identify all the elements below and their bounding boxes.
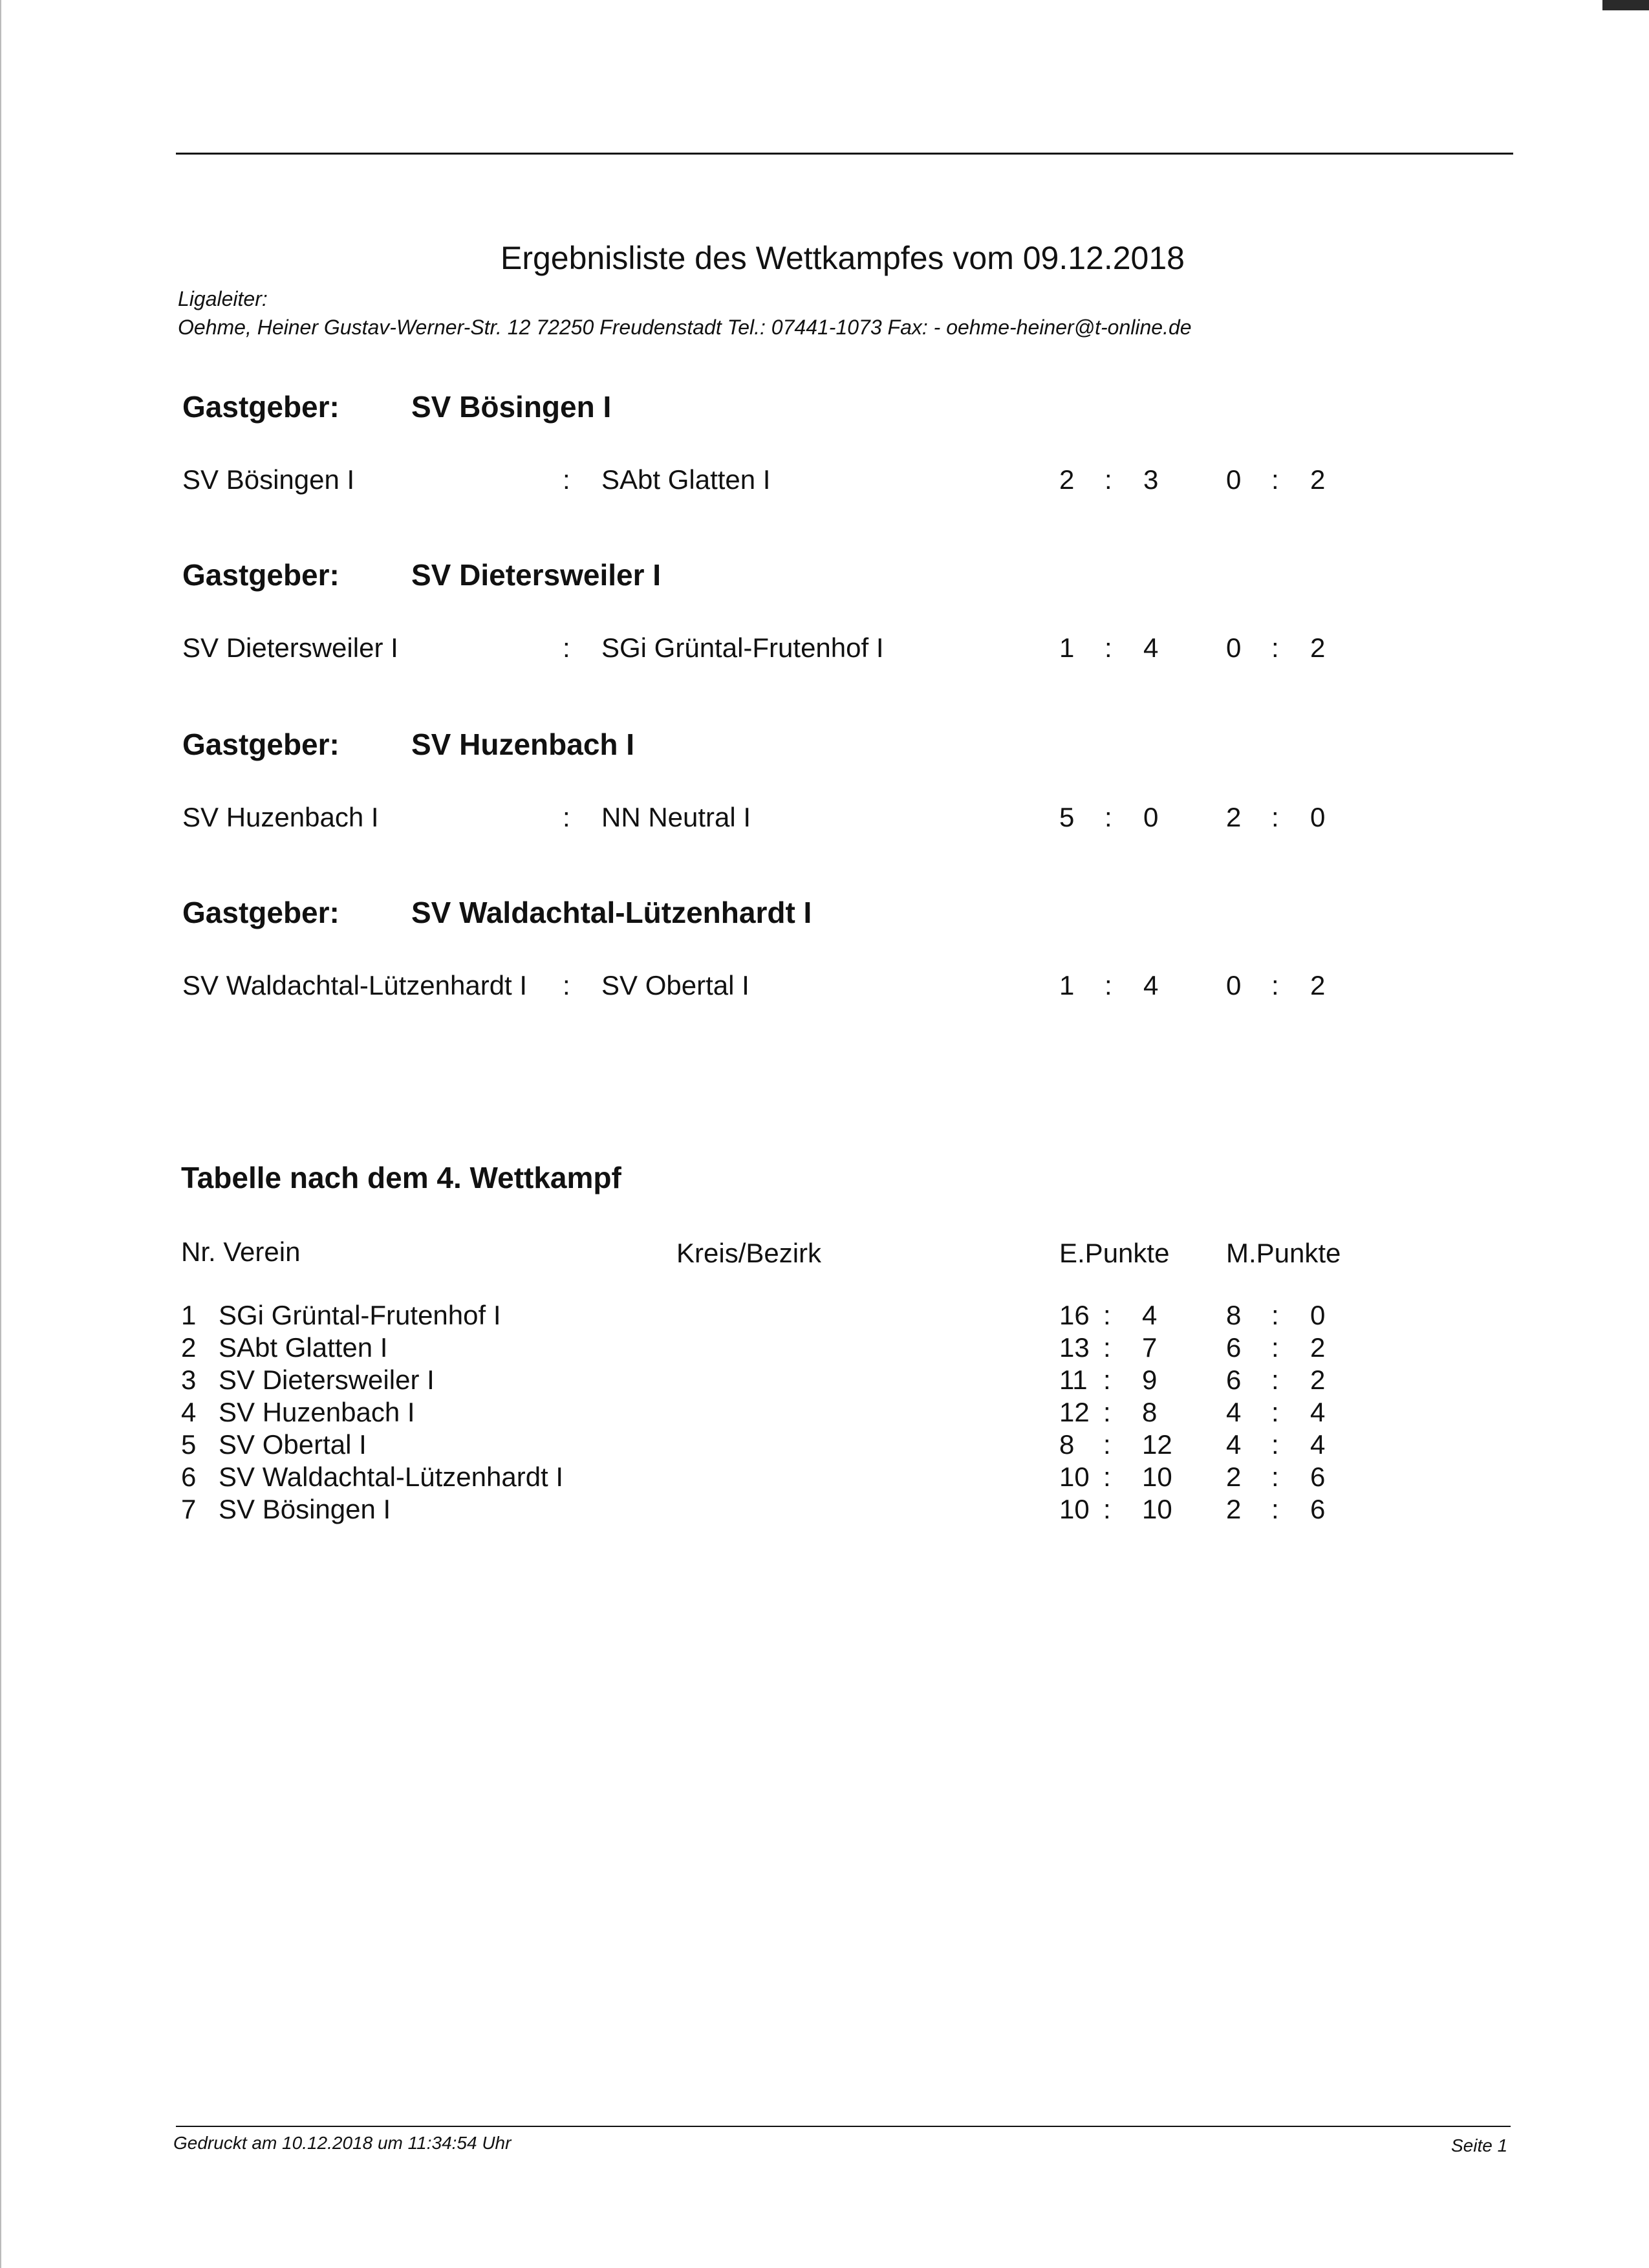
m-points-for: 4 [1226,1429,1242,1460]
e-points-for: 11 [1059,1365,1088,1395]
e-score-home: 1 [1059,970,1075,1000]
m-points-against: 2 [1310,1365,1326,1395]
e-points-for: 13 [1059,1332,1090,1363]
host-label: Gastgeber: [182,390,339,424]
e-points-for: 10 [1059,1462,1090,1492]
page-title: Ergebnisliste des Wettkampfes vom 09.12.2018 [501,240,1185,276]
host-team: SV Dietersweiler I [411,558,662,592]
leader-info: Oehme, Heiner Gustav-Werner-Str. 12 72250 Freudenstadt Tel.: 07441-1073 Fax: - oehme-heiner@t-online.de [178,316,1192,339]
rank-number: 3 [181,1365,197,1395]
m-points-against: 4 [1310,1429,1326,1460]
home-team: SV Bösingen I [182,464,355,495]
e-points-separator: : [1103,1300,1111,1330]
m-score-home: 0 [1226,464,1242,495]
home-team: SV Waldachtal-Lützenhardt I [182,970,528,1000]
e-points-against: 7 [1142,1332,1158,1363]
e-points-separator: : [1103,1494,1111,1524]
club-name: SAbt Glatten I [219,1332,388,1363]
away-team: SGi Grüntal-Frutenhof I [601,632,884,663]
m-points-separator: : [1271,1494,1279,1524]
e-score-home: 1 [1059,632,1075,663]
m-score-separator: : [1271,632,1279,663]
m-points-against: 0 [1310,1300,1326,1330]
e-points-separator: : [1103,1462,1111,1492]
rank-number: 5 [181,1429,197,1460]
e-points-separator: : [1103,1365,1111,1395]
m-points-for: 8 [1226,1300,1242,1330]
e-points-for: 16 [1059,1300,1090,1330]
m-score-separator: : [1271,802,1279,832]
header-m-punkte: M.Punkte [1226,1238,1341,1268]
m-score-away: 2 [1310,970,1326,1000]
club-name: SV Bösingen I [219,1494,391,1524]
m-points-separator: : [1271,1397,1279,1427]
e-points-separator: : [1103,1397,1111,1427]
club-name: SGi Grüntal-Frutenhof I [219,1300,501,1330]
m-points-separator: : [1271,1300,1279,1330]
e-points-separator: : [1103,1429,1111,1460]
m-points-for: 2 [1226,1494,1242,1524]
e-points-against: 10 [1142,1462,1172,1492]
scan-edge-mark [1602,0,1649,10]
scan-left-edge [0,0,1,2268]
m-points-against: 4 [1310,1397,1326,1427]
m-points-against: 2 [1310,1332,1326,1363]
e-score-separator: : [1105,970,1112,1000]
club-name: SV Dietersweiler I [219,1365,435,1395]
header-nr-verein: Nr. Verein [181,1237,301,1267]
match-separator: : [563,802,570,832]
e-points-against: 8 [1142,1397,1158,1427]
host-team: SV Huzenbach I [411,728,635,761]
home-team: SV Huzenbach I [182,802,379,832]
m-points-for: 6 [1226,1365,1242,1395]
m-points-separator: : [1271,1332,1279,1363]
m-score-away: 2 [1310,632,1326,663]
m-points-against: 6 [1310,1462,1326,1492]
e-points-against: 10 [1142,1494,1172,1524]
club-name: SV Huzenbach I [219,1397,415,1427]
e-points-against: 12 [1142,1429,1172,1460]
host-label: Gastgeber: [182,728,339,761]
e-points-for: 8 [1059,1429,1075,1460]
rank-number: 7 [181,1494,197,1524]
host-team: SV Bösingen I [411,390,612,424]
match-separator: : [563,464,570,495]
away-team: SAbt Glatten I [601,464,771,495]
e-score-home: 5 [1059,802,1075,832]
m-score-away: 2 [1310,464,1326,495]
match-separator: : [563,632,570,663]
leader-label: Ligaleiter: [178,287,268,310]
m-score-away: 0 [1310,802,1326,832]
m-points-separator: : [1271,1429,1279,1460]
rank-number: 4 [181,1397,197,1427]
host-label: Gastgeber: [182,558,339,592]
e-points-against: 4 [1142,1300,1158,1330]
footer-rule [176,2126,1511,2127]
host-label: Gastgeber: [182,896,339,929]
m-score-separator: : [1271,970,1279,1000]
printed-timestamp: Gedruckt am 10.12.2018 um 11:34:54 Uhr [173,2133,512,2153]
table-title: Tabelle nach dem 4. Wettkampf [181,1161,621,1194]
e-points-against: 9 [1142,1365,1158,1395]
m-score-home: 0 [1226,970,1242,1000]
m-points-against: 6 [1310,1494,1326,1524]
m-score-home: 2 [1226,802,1242,832]
e-score-home: 2 [1059,464,1075,495]
rank-number: 2 [181,1332,197,1363]
e-points-separator: : [1103,1332,1111,1363]
m-score-separator: : [1271,464,1279,495]
e-score-separator: : [1105,802,1112,832]
m-points-for: 4 [1226,1397,1242,1427]
m-points-separator: : [1271,1365,1279,1395]
e-score-away: 4 [1143,632,1159,663]
away-team: NN Neutral I [601,802,751,832]
match-separator: : [563,970,570,1000]
away-team: SV Obertal I [601,970,749,1000]
rank-number: 1 [181,1300,197,1330]
e-points-for: 12 [1059,1397,1090,1427]
e-points-for: 10 [1059,1494,1090,1524]
e-score-separator: : [1105,632,1112,663]
club-name: SV Waldachtal-Lützenhardt I [219,1462,564,1492]
m-points-separator: : [1271,1462,1279,1492]
host-team: SV Waldachtal-Lützenhardt I [411,896,812,929]
e-score-away: 4 [1143,970,1159,1000]
e-score-away: 3 [1143,464,1159,495]
m-points-for: 2 [1226,1462,1242,1492]
rank-number: 6 [181,1462,197,1492]
page-number: Seite 1 [1451,2135,1508,2155]
header-kreis-bezirk: Kreis/Bezirk [676,1238,822,1268]
header-e-punkte: E.Punkte [1059,1238,1170,1268]
header-rule [176,153,1513,155]
club-name: SV Obertal I [219,1429,367,1460]
home-team: SV Dietersweiler I [182,632,398,663]
e-score-away: 0 [1143,802,1159,832]
e-score-separator: : [1105,464,1112,495]
m-score-home: 0 [1226,632,1242,663]
m-points-for: 6 [1226,1332,1242,1363]
